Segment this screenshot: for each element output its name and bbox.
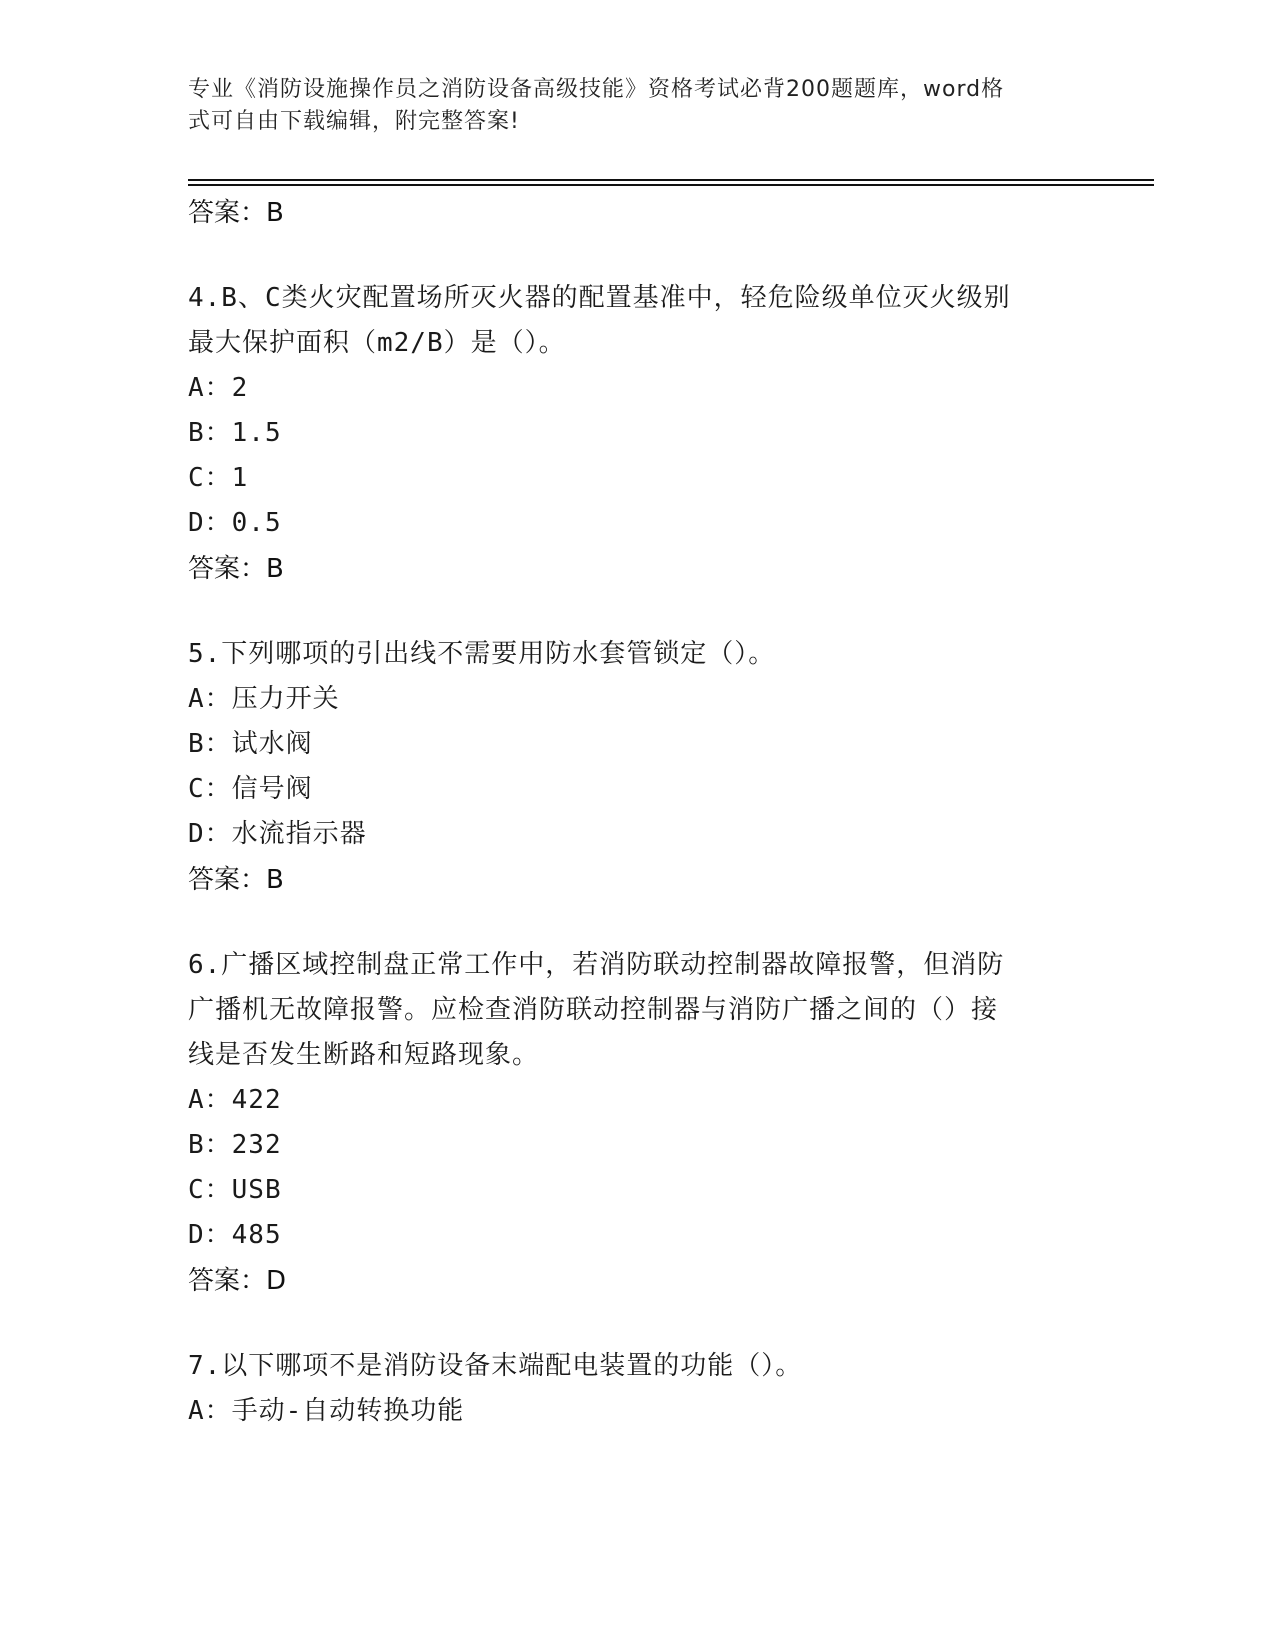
question-5-option-a: A：压力开关: [188, 684, 340, 714]
question-6-stem-line-3: 线是否发生断路和短路现象。: [188, 1040, 540, 1070]
question-spacer: [188, 236, 1088, 276]
question-4-option-b: B：1.5: [188, 418, 282, 448]
question-4: [188, 276, 1088, 592]
question-6-answer: 答案：D: [188, 1266, 287, 1296]
question-6-stem-line-2: 广播机无故障报警。应检查消防联动控制器与消防广播之间的（）接: [188, 995, 999, 1025]
question-5-answer: 答案：B: [188, 865, 284, 895]
question-4-answer: 答案：B: [188, 554, 284, 584]
header-title-line-1: 专业《消防设施操作员之消防设备高级技能》资格考试必背200题题库，word格: [188, 77, 1005, 102]
question-6: [188, 943, 1088, 1304]
question-6-option-b: B：232: [188, 1130, 282, 1160]
header-divider-top: [188, 179, 1154, 181]
question-4-option-c: C：1: [188, 463, 249, 493]
question-4-stem-line-1: 4.B、C类火灾配置场所灭火器的配置基准中，轻危险级单位灭火级别: [188, 283, 1011, 313]
question-6-option-c: C：USB: [188, 1175, 282, 1205]
answer-previous-question: 答案：B: [188, 198, 284, 228]
document-header: [188, 74, 1068, 138]
question-5: [188, 632, 1088, 903]
header-divider-bottom: [188, 184, 1154, 186]
question-6-option-a: A：422: [188, 1085, 282, 1115]
question-4-stem-line-2: 最大保护面积（m2/B）是（）。: [188, 328, 566, 358]
question-5-stem-line-1: 5.下列哪项的引出线不需要用防水套管锁定（）。: [188, 639, 776, 669]
header-title-line-2: 式可自由下载编辑，附完整答案!: [188, 109, 520, 134]
question-7: [188, 1344, 1088, 1434]
question-5-option-d: D：水流指示器: [188, 819, 367, 849]
question-spacer: [188, 1304, 1088, 1344]
question-list: [188, 190, 1088, 1434]
question-spacer: [188, 592, 1088, 632]
question-4-option-d: D：0.5: [188, 508, 282, 538]
question-spacer: [188, 903, 1088, 943]
question-5-option-b: B：试水阀: [188, 729, 313, 759]
question-7-stem-line-1: 7.以下哪项不是消防设备末端配电装置的功能（）。: [188, 1351, 803, 1381]
question-7-option-a: A：手动-自动转换功能: [188, 1396, 465, 1426]
question-5-option-c: C：信号阀: [188, 774, 313, 804]
question-4-option-a: A：2: [188, 373, 249, 403]
question-6-option-d: D：485: [188, 1220, 282, 1250]
question-6-stem-line-1: 6.广播区域控制盘正常工作中，若消防联动控制器故障报警，但消防: [188, 950, 1005, 980]
